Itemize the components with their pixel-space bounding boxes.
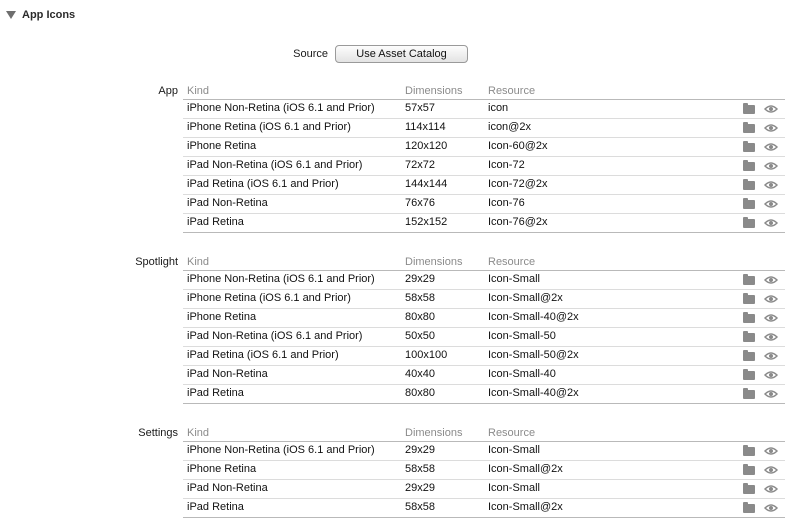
folder-icon[interactable]	[743, 352, 755, 361]
table-row[interactable]	[183, 366, 785, 385]
table-row[interactable]	[183, 119, 785, 138]
folder-icon[interactable]	[743, 371, 755, 380]
folder-icon[interactable]	[743, 485, 755, 494]
table-row[interactable]	[183, 499, 785, 518]
resource-cell: icon	[488, 102, 509, 114]
resource-cell: Icon-Small@2x	[488, 292, 563, 304]
folder-icon[interactable]	[743, 276, 755, 285]
folder-icon[interactable]	[743, 333, 755, 342]
kind-cell: iPad Retina (iOS 6.1 and Prior)	[187, 178, 339, 190]
kind-cell: iPad Retina (iOS 6.1 and Prior)	[187, 349, 339, 361]
folder-icon[interactable]	[743, 314, 755, 323]
column-header-resource: Resource	[488, 85, 536, 97]
resource-cell: Icon-Small	[488, 444, 540, 456]
icons-table	[183, 270, 785, 404]
dimensions-cell: 80x80	[405, 311, 435, 323]
resource-cell: Icon-60@2x	[488, 140, 548, 152]
resource-cell: Icon-Small-50@2x	[488, 349, 579, 361]
dimensions-cell: 80x80	[405, 387, 435, 399]
eye-icon[interactable]	[764, 142, 778, 152]
dimensions-cell: 57x57	[405, 102, 435, 114]
table-row[interactable]	[183, 385, 785, 404]
column-header-dimensions: Dimensions	[405, 85, 463, 97]
dimensions-cell: 29x29	[405, 482, 435, 494]
eye-icon[interactable]	[764, 218, 778, 228]
eye-icon[interactable]	[764, 446, 778, 456]
folder-icon[interactable]	[743, 504, 755, 513]
eye-icon[interactable]	[764, 389, 778, 399]
source-label: Source	[293, 48, 328, 60]
dimensions-cell: 40x40	[405, 368, 435, 380]
eye-icon[interactable]	[764, 465, 778, 475]
column-header-resource: Resource	[488, 427, 536, 439]
eye-icon[interactable]	[764, 484, 778, 494]
folder-icon[interactable]	[743, 200, 755, 209]
kind-cell: iPad Non-Retina	[187, 482, 268, 494]
kind-cell: iPhone Retina (iOS 6.1 and Prior)	[187, 292, 351, 304]
eye-icon[interactable]	[764, 294, 778, 304]
eye-icon[interactable]	[764, 351, 778, 361]
dimensions-cell: 29x29	[405, 444, 435, 456]
resource-cell: Icon-76	[488, 197, 525, 209]
kind-cell: iPhone Retina	[187, 140, 257, 152]
kind-cell: iPad Non-Retina (iOS 6.1 and Prior)	[187, 330, 363, 342]
table-row[interactable]	[183, 100, 785, 119]
table-row[interactable]	[183, 176, 785, 195]
kind-cell: iPhone Retina	[187, 311, 257, 323]
table-row[interactable]	[183, 271, 785, 290]
kind-cell: iPhone Non-Retina (iOS 6.1 and Prior)	[187, 273, 375, 285]
eye-icon[interactable]	[764, 199, 778, 209]
column-header-resource: Resource	[488, 256, 536, 268]
table-row[interactable]	[183, 214, 785, 233]
kind-cell: iPad Non-Retina	[187, 197, 268, 209]
dimensions-cell: 144x144	[405, 178, 448, 190]
folder-icon[interactable]	[743, 124, 755, 133]
table-row[interactable]	[183, 157, 785, 176]
disclosure-triangle-icon[interactable]	[6, 11, 16, 19]
eye-icon[interactable]	[764, 332, 778, 342]
group-label: App	[158, 85, 178, 97]
eye-icon[interactable]	[764, 104, 778, 114]
resource-cell: Icon-72	[488, 159, 525, 171]
dimensions-cell: 29x29	[405, 273, 435, 285]
kind-cell: iPhone Non-Retina (iOS 6.1 and Prior)	[187, 102, 375, 114]
kind-cell: iPhone Retina (iOS 6.1 and Prior)	[187, 121, 351, 133]
kind-cell: iPhone Retina	[187, 463, 257, 475]
folder-icon[interactable]	[743, 447, 755, 456]
column-header-dimensions: Dimensions	[405, 256, 463, 268]
table-row[interactable]	[183, 461, 785, 480]
table-row[interactable]	[183, 480, 785, 499]
resource-cell: Icon-Small	[488, 482, 540, 494]
folder-icon[interactable]	[743, 390, 755, 399]
eye-icon[interactable]	[764, 313, 778, 323]
resource-cell: Icon-72@2x	[488, 178, 548, 190]
table-row[interactable]	[183, 138, 785, 157]
kind-cell: iPhone Non-Retina (iOS 6.1 and Prior)	[187, 444, 375, 456]
dimensions-cell: 114x114	[405, 121, 446, 133]
resource-cell: Icon-Small-50	[488, 330, 556, 342]
resource-cell: Icon-76@2x	[488, 216, 548, 228]
group-label: Settings	[138, 427, 178, 439]
table-row[interactable]	[183, 347, 785, 366]
eye-icon[interactable]	[764, 275, 778, 285]
kind-cell: iPad Non-Retina	[187, 368, 268, 380]
eye-icon[interactable]	[764, 161, 778, 171]
resource-cell: icon@2x	[488, 121, 531, 133]
dimensions-cell: 120x120	[405, 140, 448, 152]
resource-cell: Icon-Small-40@2x	[488, 311, 579, 323]
source-row	[0, 45, 795, 65]
dimensions-cell: 58x58	[405, 463, 435, 475]
resource-cell: Icon-Small	[488, 273, 540, 285]
table-row[interactable]	[183, 195, 785, 214]
folder-icon[interactable]	[743, 466, 755, 475]
table-row[interactable]	[183, 309, 785, 328]
folder-icon[interactable]	[743, 105, 755, 114]
folder-icon[interactable]	[743, 162, 755, 171]
icons-table	[183, 441, 785, 518]
eye-icon[interactable]	[764, 503, 778, 513]
column-header-kind: Kind	[187, 85, 210, 97]
section-title: App Icons	[22, 9, 76, 21]
group-label: Spotlight	[135, 256, 178, 268]
folder-icon[interactable]	[743, 295, 755, 304]
table-row[interactable]	[183, 442, 785, 461]
table-row[interactable]	[183, 290, 785, 309]
folder-icon[interactable]	[743, 181, 755, 190]
column-header-kind: Kind	[187, 256, 210, 268]
app-icons-section-header[interactable]	[6, 7, 75, 23]
resource-cell: Icon-Small-40@2x	[488, 387, 579, 399]
eye-icon[interactable]	[764, 123, 778, 133]
resource-cell: Icon-Small@2x	[488, 501, 563, 513]
column-header-dimensions: Dimensions	[405, 427, 463, 439]
kind-cell: iPad Retina	[187, 387, 244, 399]
kind-cell: iPad Retina	[187, 501, 244, 513]
dimensions-cell: 58x58	[405, 501, 435, 513]
dimensions-cell: 58x58	[405, 292, 435, 304]
dimensions-cell: 100x100	[405, 349, 448, 361]
dimensions-cell: 152x152	[405, 216, 448, 228]
kind-cell: iPad Retina	[187, 216, 244, 228]
dimensions-cell: 72x72	[405, 159, 435, 171]
resource-cell: Icon-Small@2x	[488, 463, 563, 475]
folder-icon[interactable]	[743, 143, 755, 152]
eye-icon[interactable]	[764, 370, 778, 380]
column-header-kind: Kind	[187, 427, 210, 439]
folder-icon[interactable]	[743, 219, 755, 228]
resource-cell: Icon-Small-40	[488, 368, 556, 380]
kind-cell: iPad Non-Retina (iOS 6.1 and Prior)	[187, 159, 363, 171]
table-row[interactable]	[183, 328, 785, 347]
dimensions-cell: 50x50	[405, 330, 435, 342]
icons-table	[183, 99, 785, 233]
eye-icon[interactable]	[764, 180, 778, 190]
use-asset-catalog-button[interactable]: Use Asset Catalog	[335, 45, 468, 63]
dimensions-cell: 76x76	[405, 197, 435, 209]
